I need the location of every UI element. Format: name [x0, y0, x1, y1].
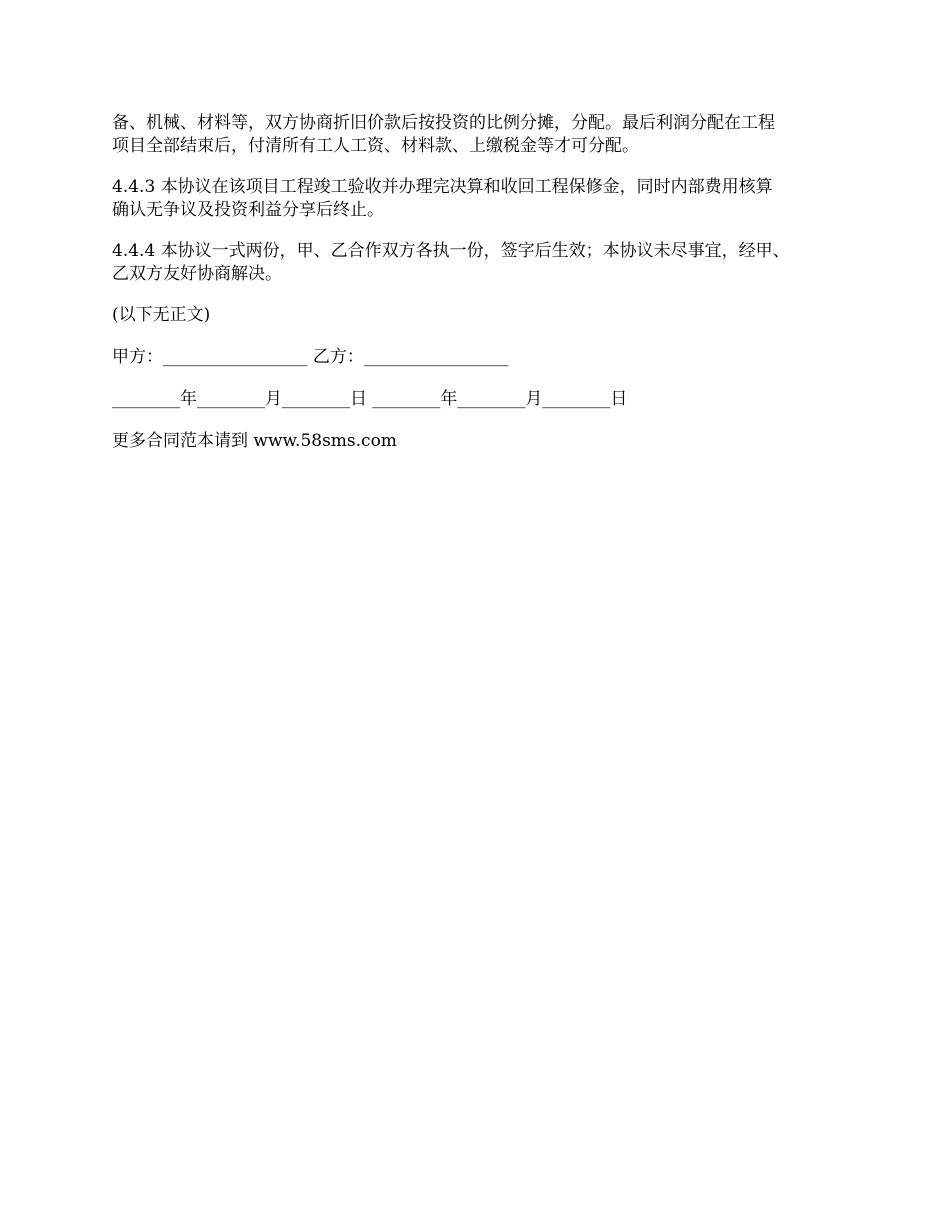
- paragraph-4-4-4: [112, 240, 840, 286]
- end-of-text-note: (以下无正文): [112, 305, 211, 325]
- paragraph-line: 4.4.3 本协议在该项目工程竣工验收并办理完决算和收回工程保修金，同时内部费用核算: [112, 177, 773, 197]
- document-page: [112, 112, 840, 472]
- signature-line: 甲方：_________________ 乙方：_________________: [112, 347, 509, 367]
- paragraph-4-4-3: [112, 176, 840, 222]
- date-line: ________年________月________日 ________年________月________日: [112, 389, 628, 409]
- footer-link[interactable]: 更多合同范本请到 www.58sms.com: [112, 431, 397, 451]
- paragraph-line: 备、机械、材料等，双方协商折旧价款后按投资的比例分摊，分配。最后利润分配在工程: [112, 113, 775, 133]
- paragraph-line: 4.4.4 本协议一式两份，甲、乙合作双方各执一份，签字后生效；本协议未尽事宜，经甲、: [112, 241, 790, 261]
- paragraph-line: 乙双方友好协商解决。: [112, 264, 282, 284]
- paragraph-asset-distribution: [112, 112, 840, 158]
- paragraph-line: 项目全部结束后，付清所有工人工资、材料款、上缴税金等才可分配。: [112, 136, 639, 156]
- paragraph-line: 确认无争议及投资利益分享后终止。: [112, 200, 384, 220]
